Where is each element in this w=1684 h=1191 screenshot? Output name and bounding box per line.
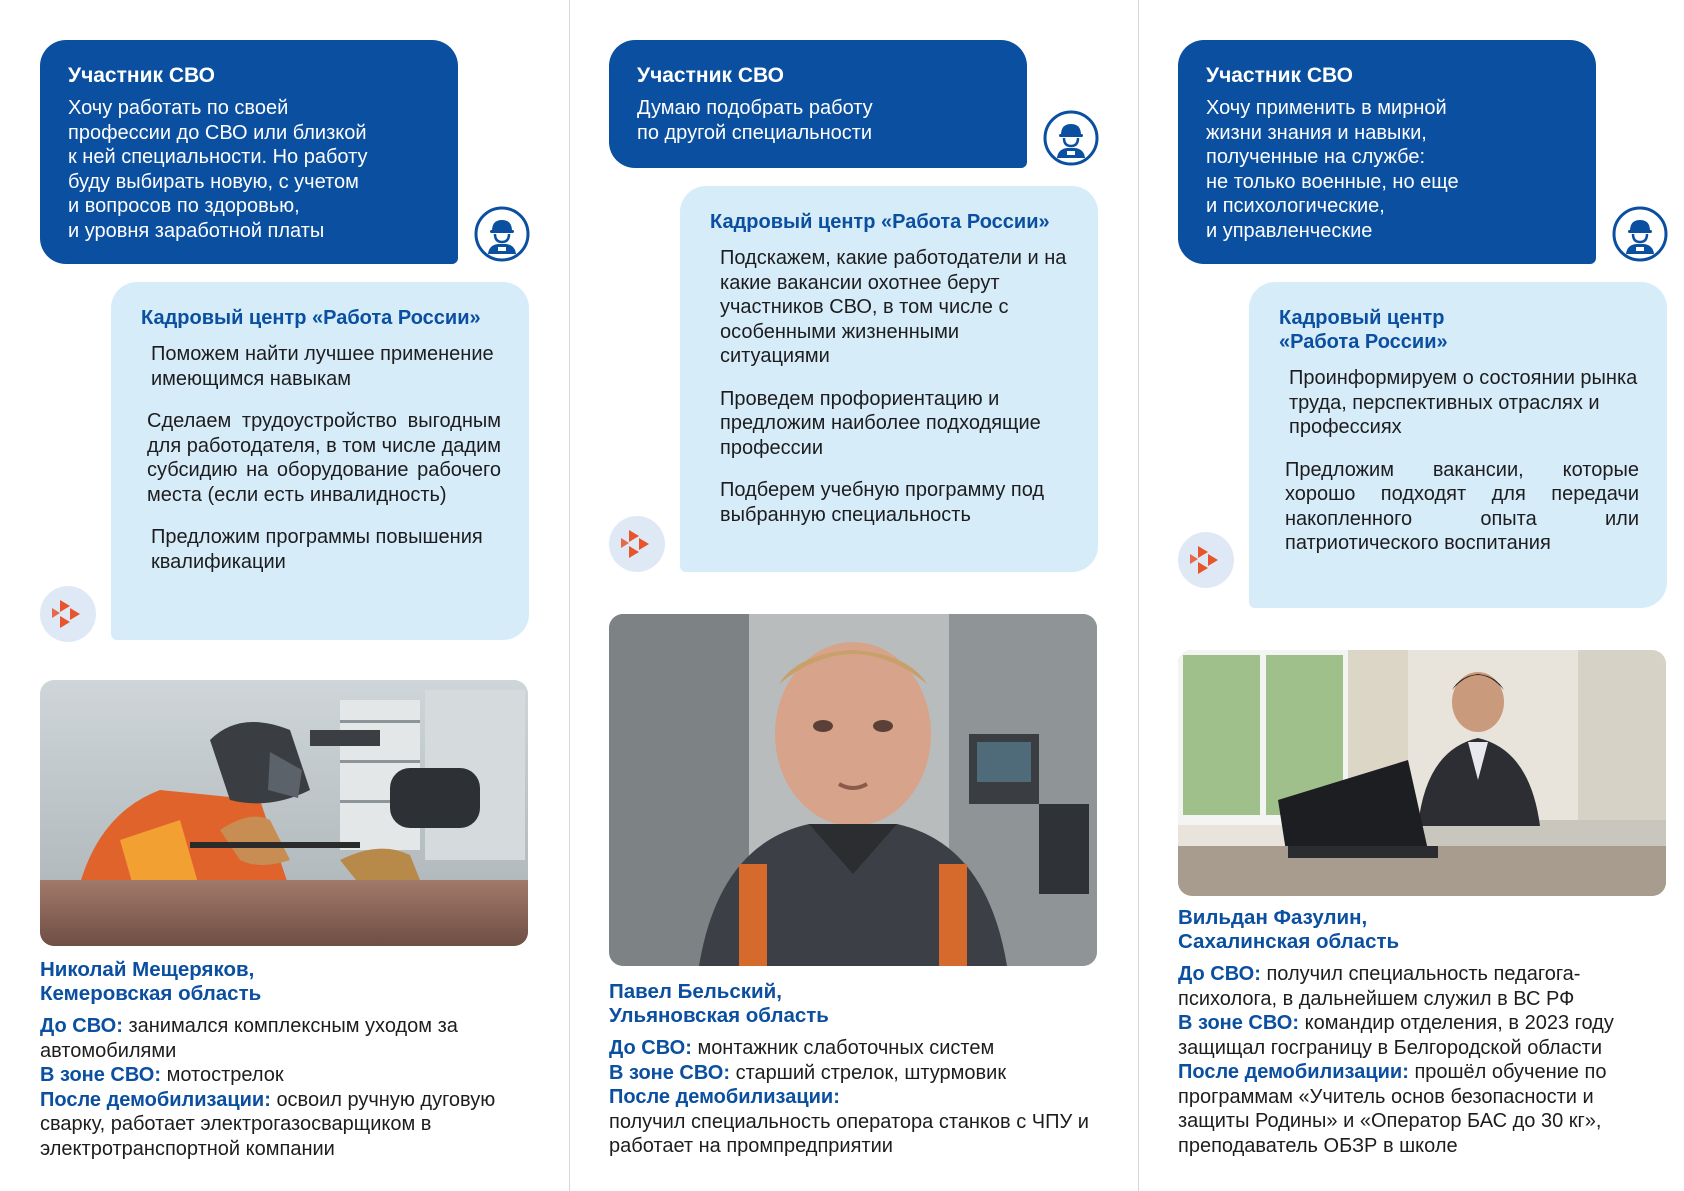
- answer-speaker: Кадровый центр «Работа России»: [141, 307, 481, 329]
- in-zone-svo: В зоне СВО: старший стрелок, штурмовик: [609, 1061, 1007, 1084]
- answer-paragraph: Подберем учебную программу под выбранную специальность: [720, 479, 1045, 526]
- question-speaker: Участник СВО: [637, 64, 784, 87]
- column-2: [569, 0, 1138, 1191]
- column-1: [0, 0, 569, 1191]
- before-svo: До СВО: получил специальность педагога-психолога, в дальнейшем служил в ВС РФ: [1178, 963, 1581, 1010]
- question-text: Думаю подобрать работу по другой специальности: [637, 97, 873, 144]
- rabota-rossii-logo-icon: [38, 584, 98, 644]
- question-speaker: Участник СВО: [68, 64, 215, 87]
- question-text: Хочу работать по своей профессии до СВО или близкой к ней специальности. Но работу буду выбирать новую, с учетом и вопросов по здоровью, и уровня заработной платы: [68, 97, 368, 242]
- operator-photo: [609, 614, 1097, 966]
- person-name: Павел Бельский, Ульяновская область: [609, 980, 829, 1027]
- answer-paragraph: Предложим вакансии, которые хорошо подходят для передачи накопленного опыта или патриотического воспитания: [1285, 458, 1639, 554]
- soldier-avatar-icon: [474, 206, 530, 262]
- answer-paragraph: Сделаем трудоустройство выгодным для работодателя, в том числе дадим субсидию на оборудование рабочего места (если есть инвалидность): [147, 410, 501, 506]
- after-demobilization: После демобилизации: освоил ручную дуговую сварку, работает электрогазосварщиком в электротранспортной компании: [40, 1088, 496, 1160]
- answer-bubble: [680, 186, 1098, 572]
- question-bubble: [1178, 40, 1596, 264]
- soldier-avatar-icon: [1043, 110, 1099, 166]
- answer-speaker: Кадровый центр «Работа России»: [710, 211, 1050, 233]
- person-name: Николай Мещеряков, Кемеровская область: [40, 958, 262, 1005]
- person-info: [609, 980, 1109, 1159]
- person-info: [1178, 906, 1648, 1158]
- before-svo: До СВО: занимался комплексным уходом за автомобилями: [40, 1015, 458, 1062]
- question-text: Хочу применить в мирной жизни знания и навыки, полученные на службе: не только военные, но еще и психологические, и управленческие: [1206, 97, 1459, 242]
- answer-bubble: [1249, 282, 1667, 608]
- answer-paragraph: Поможем найти лучшее применение имеющимся навыкам: [151, 343, 494, 390]
- before-svo: До СВО: монтажник слаботочных систем: [609, 1037, 995, 1059]
- in-zone-svo: В зоне СВО: мотострелок: [40, 1064, 284, 1086]
- after-demobilization: После демобилизации: получил специальность оператора станков с ЧПУ и работает на промпредприятии: [609, 1086, 1089, 1157]
- question-bubble: [40, 40, 458, 264]
- answer-speaker: Кадровый центр «Работа России»: [1279, 307, 1448, 353]
- answer-paragraph: Подскажем, какие работодатели и на какие вакансии охотнее берут участников СВО, в том числе с особенными жизненными ситуациями: [720, 247, 1067, 367]
- person-info: [40, 958, 540, 1161]
- question-speaker: Участник СВО: [1206, 64, 1353, 87]
- answer-paragraph: Предложим программы повышения квалификации: [151, 526, 483, 573]
- after-demobilization: После демобилизации: прошёл обучение по программам «Учитель основ безопасности и защиты Родины» и «Оператор БАС до 30 кг», преподаватель ОБЗР в школе: [1178, 1061, 1607, 1157]
- answer-paragraph: Проведем профориентацию и предложим наиболее подходящие профессии: [720, 387, 1041, 459]
- column-3: [1138, 0, 1684, 1191]
- answer-paragraph: Проинформируем о состоянии рынка труда, перспективных отраслях и профессиях: [1289, 367, 1638, 438]
- welder-photo: [40, 680, 528, 946]
- person-name: Вильдан Фазулин, Сахалинская область: [1178, 906, 1400, 953]
- in-zone-svo: В зоне СВО: командир отделения, в 2023 году защищал госграницу в Белгородской области: [1178, 1012, 1614, 1059]
- rabota-rossii-logo-icon: [607, 514, 667, 574]
- question-bubble: [609, 40, 1027, 168]
- rabota-rossii-logo-icon: [1176, 530, 1236, 590]
- soldier-avatar-icon: [1612, 206, 1668, 262]
- answer-bubble: [111, 282, 529, 640]
- teacher-photo: [1178, 650, 1666, 896]
